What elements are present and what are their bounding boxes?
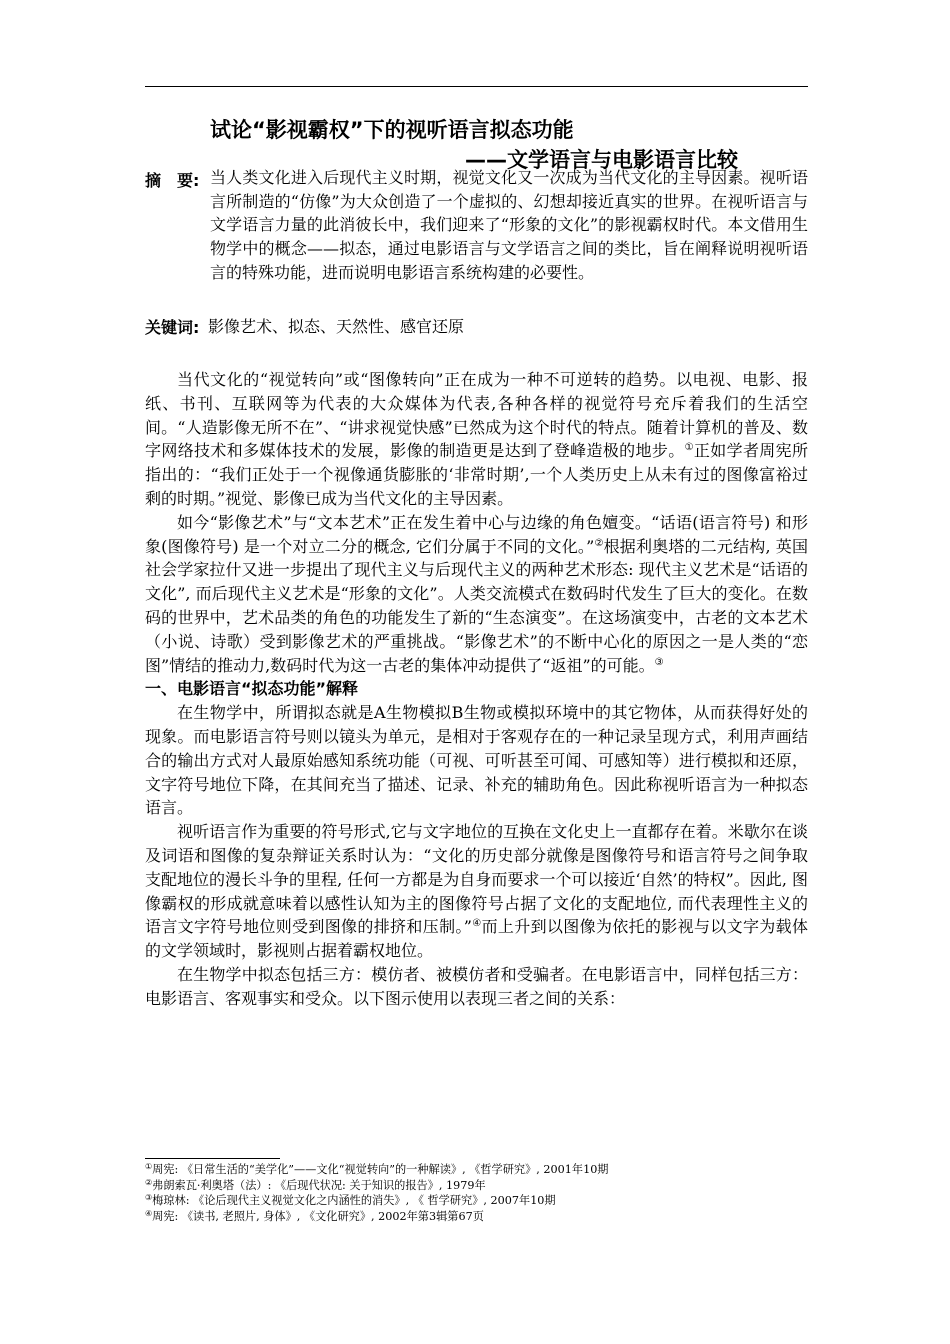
- header-rule: [145, 86, 808, 87]
- paragraph-text: 视听语言作为重要的符号形式,它与文字地位的互换在文化史上一直都存在着。米歇尔在谈及词语和图像的复杂辩证关系时认为：“文化的历史部分就像是图像符号和语言符号之间争取支配地位的漫长斗争的里程, 任何一方都是为自身而要求一个可以接近‘自然’的特权”。因此, 图像霸权的形成就意味着以感性认知为主的图像符号占据了文化的支配地位, 而代表理性主义的语言文字符号地位则受到图像的排挤和压制。”: [145, 822, 808, 937]
- body-paragraph: 在生物学中拟态包括三方：模仿者、被模仿者和受骗者。在电影语言中，同样包括三方：电影语言、客观事实和受众。以下图示使用以表现三者之间的关系：: [145, 964, 808, 1008]
- footnote-item: [145, 1193, 808, 1209]
- footnote-ref[interactable]: ②: [594, 537, 604, 549]
- paragraph-text: 根据利奥塔的二元结构, 英国社会学家拉什又进一步提出了现代主义与后现代主义的两种艺术形态: 现代主义艺术是“话语的文化”, 而后现代主义艺术是“形象的文化”。人类交流模式在数码时代发生了巨大的变化。在数码的世界中，艺术品类的角色的功能发生了新的“生态演变”。在这场演变中，古老的文本艺术（小说、诗歌）受到影像艺术的严重挑战。“影像艺术”的不断中心化的原因之一是人类的“恋图”情结的推动力,数码时代为这一古老的集体冲动提供了“返祖”的可能。: [145, 536, 808, 675]
- footnote-ref[interactable]: ③: [654, 656, 664, 668]
- section-heading: 一、电影语言“拟态功能”解释: [145, 679, 359, 699]
- body-paragraph: 在生物学中，所谓拟态就是A生物模拟B生物或模拟环境中的其它物体，从而获得好处的现象。而电影语言符号则以镜头为单元，是相对于客观存在的一种记录呈现方式，利用声画结合的输出方式对人最原始感知系统功能（可视、可听甚至可闻、可感知等）进行模拟和还原，文字符号地位下降，在其间充当了描述、记录、补充的辅助角色。因此称视听语言为一种拟态语言。: [145, 703, 808, 818]
- footnote-mark: ③: [145, 1193, 153, 1203]
- footnote-ref[interactable]: ①: [684, 442, 694, 454]
- paragraph-text: 如今“影像艺术”与“文本艺术”正在发生着中心与边缘的角色嬗变。“话语(语言符号) 和形象(图像符号) 是一个对立二分的概念, 它们分属于不同的文化。”: [145, 512, 808, 556]
- abstract-label: 摘 要:: [145, 171, 200, 190]
- footnote-text: 周宪: 《日常生活的“美学化”——文化“视觉转向”的一种解读》, 《哲学研究》, 2001年10期: [152, 1163, 609, 1176]
- body-paragraph: [145, 820, 808, 963]
- footnote-text: 弗朗索瓦·利奥塔（法）: 《后现代状况: 关于知识的报告》, 1979年: [152, 1178, 486, 1192]
- footnote-rule: [145, 1158, 280, 1159]
- body-paragraph: [145, 511, 808, 678]
- footnotes: [145, 1162, 808, 1224]
- body-text: [145, 368, 808, 1011]
- keywords-text: 影像艺术、拟态、天然性、感官还原: [208, 317, 465, 336]
- footnote-text: 梅琼林: 《论后现代主义视觉文化之内涵性的消失》, 《 哲学研究》, 2007年10期: [152, 1194, 556, 1208]
- footnote-text: 周宪: 《读书, 老照片, 身体》, 《文化研究》, 2002年第3辑第67页: [152, 1209, 484, 1223]
- footnote-mark: ④: [145, 1208, 153, 1218]
- paragraph-text: 而上升到以图像为依托的影视与以文字为载体的文学领域时，影视则占据着霸权地位。: [145, 917, 808, 961]
- footnote-ref[interactable]: ④: [471, 918, 482, 930]
- abstract-text: 当人类文化进入后现代主义时期，视觉文化又一次成为当代文化的主导因素。视听语言所制造的“仿像”为大众创造了一个虚拟的、幻想却接近真实的世界。在视听语言与文学语言力量的此消彼长中，我们迎来了“形象的文化”的影视霸权时代。本文借用生物学中的概念——拟态，通过电影语言与文学语言之间的类比，旨在阐释说明视听语言的特殊功能，进而说明电影语言系统构建的必要性。: [210, 168, 808, 282]
- footnote-item: [145, 1162, 808, 1178]
- keywords-label: 关键词:: [145, 318, 200, 337]
- paper-subtitle: ——文学语言与电影语言比较: [465, 148, 738, 172]
- body-paragraph: [145, 368, 808, 511]
- footnote-mark: ②: [145, 1177, 153, 1187]
- paragraph-text: 正如学者周宪所指出的：“我们正处于一个视像通货膨胀的‘非常时期’,一个人类历史上从未有过的图像富裕过剩的时期。”视觉、影像已成为当代文化的主导因素。: [145, 441, 808, 508]
- footnote-item: [145, 1209, 808, 1225]
- footnote-mark: ①: [145, 1162, 153, 1171]
- paragraph-text: 当代文化的“视觉转向”或“图像转向”正在成为一种不可逆转的趋势。以电视、电影、报纸、书刊、互联网等为代表的大众媒体为代表,各种各样的视觉符号充斥着我们的生活空间。“人造影像无所不在”、“讲求视觉快感”已然成为这个时代的特点。随着计算机的普及、数字网络技术和多媒体技术的发展，影像的制造更是达到了登峰造极的地步。: [145, 370, 808, 461]
- paper-title: 试论“影视霸权”下的视听语言拟态功能: [210, 118, 574, 142]
- footnote-item: [145, 1178, 808, 1194]
